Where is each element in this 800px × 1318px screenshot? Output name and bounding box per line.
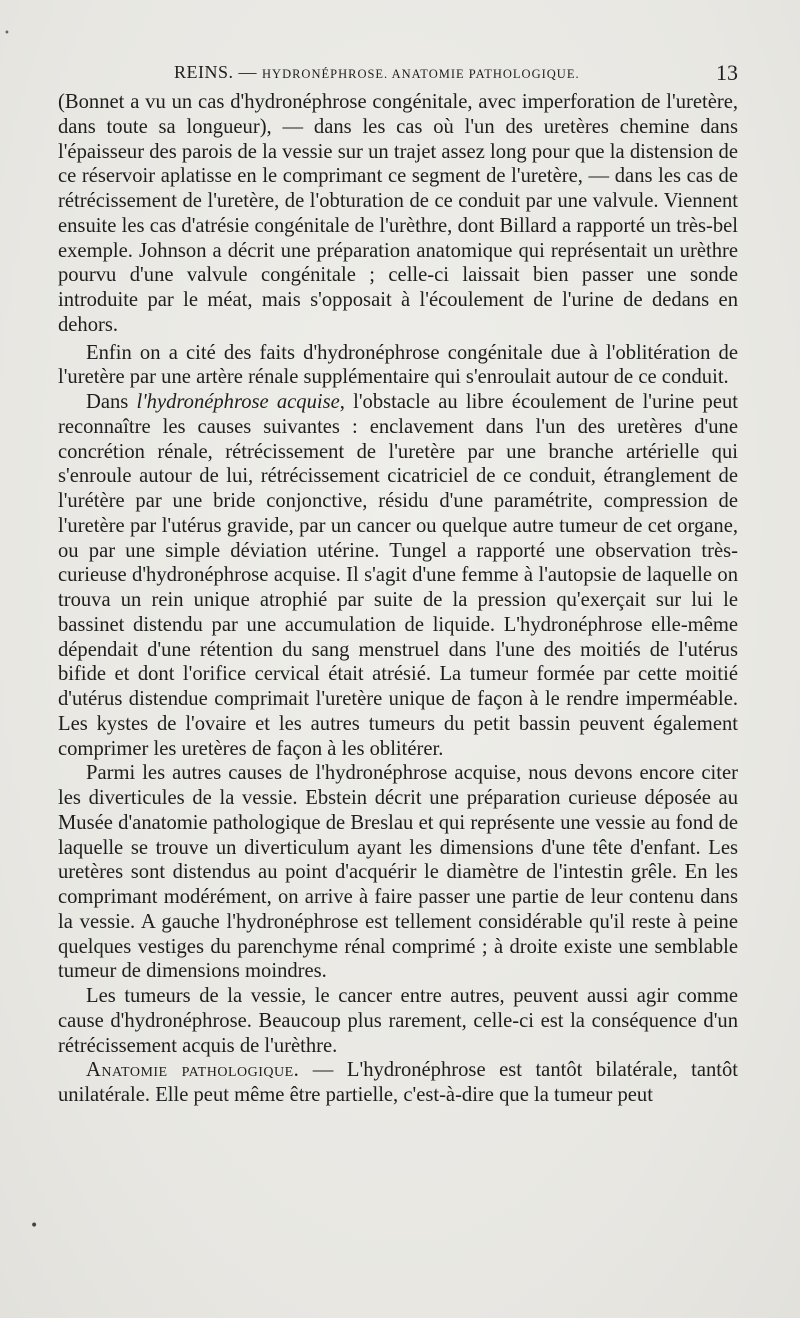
running-head-dash: — [233,62,263,82]
paragraph-3 [58,390,738,761]
paragraph-3-body: l'urine peut reconnaître les causes suivantes : enclavement dans l'un des uretères d'une concrétion rénale, rétrécissement de l'uretère par une branche artérielle qui s'enroule autour de lui, rétrécissement cicatriciel de ce conduit, étranglement de l'urétère par une bride conjonctive, résidu d'une paramétrite, compression de l'uretère par l'utérus gravide, par un cancer ou quelque autre tumeur de cet organe, ou par une simple déviation utérine. Tungel a rapporté une observation très-curieuse d'hydronéphrose acquise. Il s'agit d'une femme à l'autopsie de laquelle on trouva un rein unique atrophié par suite de la pression qu'exerçait sur lui le bassinet distendu par une accumulation de liquide. L'hydronéphrose elle-même dépendait d'une rétention du sang menstruel dans l'une des moitiés de l'utérus bifide et dont l'orifice cervical était atrésié. La tumeur formée par cette moitié d'utérus distendue comprimait l'uretère unique de façon à le rendre imperméable. Les kystes de l'ovaire et les autres tumeurs du petit bassin peuvent également comprimer les uretères de façon à les oblitérer. [58,391,738,760]
corner-dot: • [4,28,10,39]
running-head-subtitle: HYDRONÉPHROSE. ANATOMIE PATHOLOGIQUE. [262,67,580,81]
running-head-main: REINS. [174,62,234,82]
paragraph-3-lead: Dans [86,391,137,413]
paragraph-2: Enfin on a cité des faits d'hydronéphrose congénitale due à l'oblitération de l'uretère par une artère rénale supplémentaire qui s'enroulait autour de ce conduit. [58,341,738,389]
paragraph-1: (Bonnet a vu un cas d'hydronéphrose congénitale, avec imperforation de l'uretère, dans toute sa longueur), — dans les cas où l'un des uretères chemine dans l'épaisseur des parois de la vessie sur un trajet assez long pour que la distension de ce réservoir aplatisse en le comprimant ce segment de l'uretère, — dans les cas de rétrécissement de l'uretère, de l'obturation de ce conduit par une valvule. Viennent ensuite les cas d'atrésie congénitale de l'urèthre, dont Billard a rapporté un très-bel exemple. Johnson a décrit une préparation anatomique qui représentait un urèthre pourvu d'une valvule congénitale ; celle-ci laissait bien passer une sonde introduite par le méat, mais s'opposait à l'écoulement de l'urine de dedans en dehors. [58,91,738,336]
paragraph-6-body: — L'hydronéphrose est tantôt bilatérale, tantôt unilatérale. Elle peut même être partielle, c'est-à-dire que la tumeur peut [58,1059,739,1106]
running-head-title [174,62,580,83]
paragraph-4: Parmi les autres causes de l'hydronéphrose acquise, nous devons encore citer les diverticules de la vessie. Ebstein décrit une préparation curieuse déposée au Musée d'anatomie pathologique de Breslau et qui représente une vessie au fond de laquelle se trouve un diverticulum ayant les dimensions d'une tête d'enfant. Les uretères sont distendus au point d'acquérir le diamètre de l'intestin grêle. En les comprimant modérément, on arrive à faire passer une partie de leur contenu dans la vessie. A gauche l'hydronéphrose est tellement considérable qu'il reste à peine quelques vestiges du parenchyme rénal comprimé ; à droite existe une semblable tumeur de dimensions moindres. [58,762,738,983]
running-head [58,58,738,88]
paragraph-6 [58,1058,738,1108]
margin-dot: • [30,1218,39,1234]
paragraph-5: Les tumeurs de la vessie, le cancer entre autres, peuvent aussi agir comme cause d'hydronéphrose. Beaucoup plus rarement, celle-ci est la conséquence d'un rétrécissement acquis de l'urèthre. [58,985,738,1057]
section-heading-anatomie: Anatomie pathologique. [86,1059,300,1082]
body-text [58,90,738,1108]
page-number: 13 [716,60,738,85]
paragraph-3-after: , l'obstacle au libre écoulement de [339,391,643,413]
paragraph-3-italic-term: l'hydronéphrose acquise [136,391,340,413]
